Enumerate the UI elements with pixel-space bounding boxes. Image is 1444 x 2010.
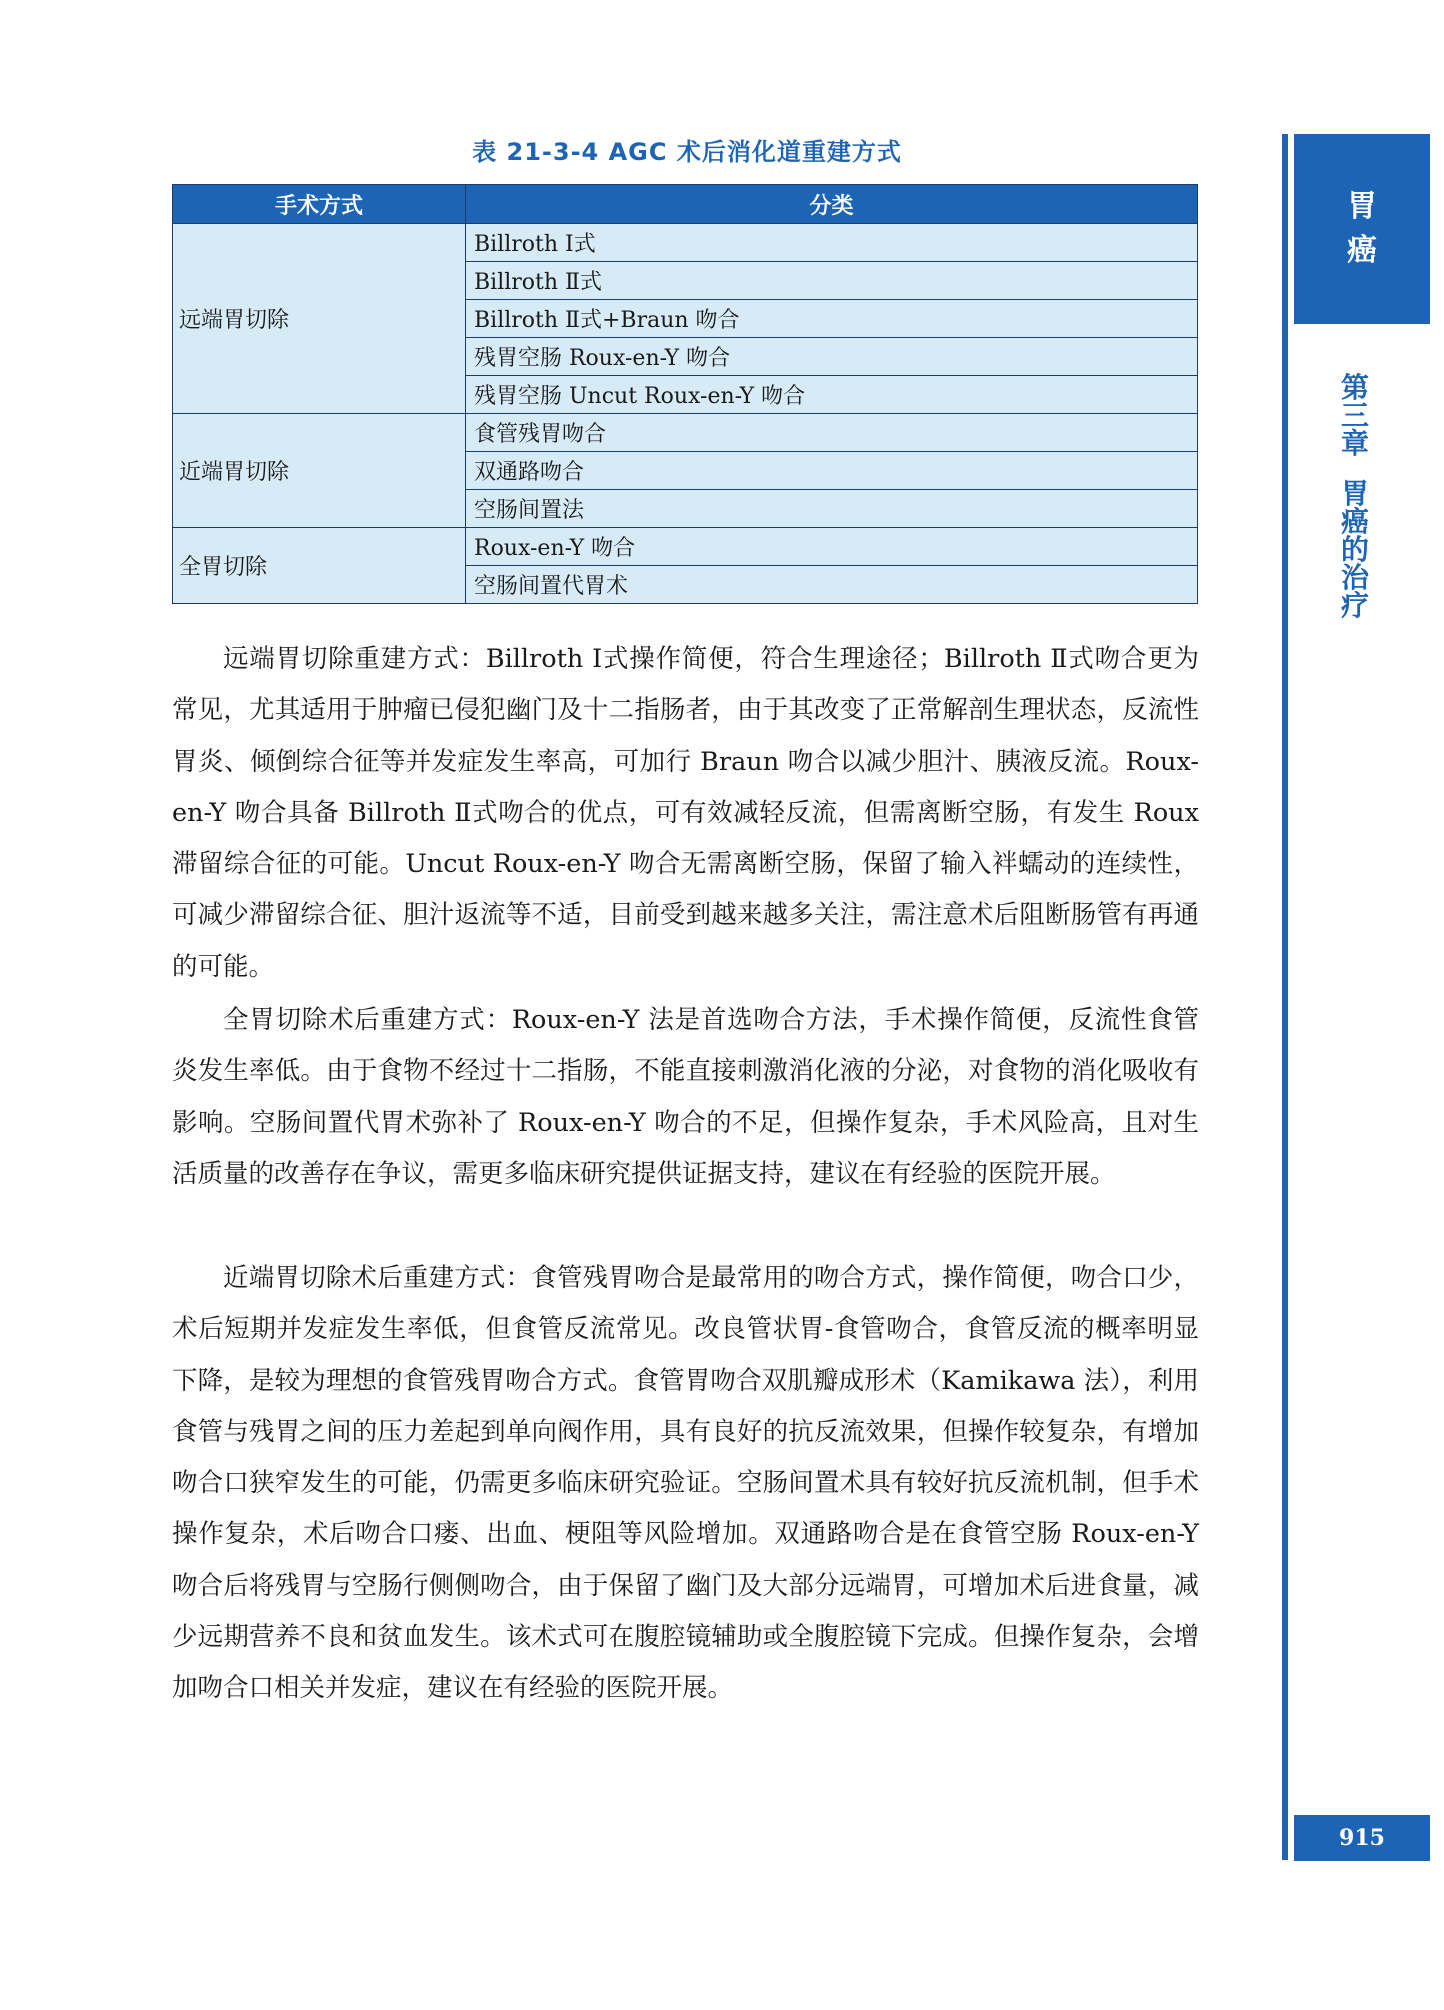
table-cell: 双通路吻合 — [466, 452, 1198, 490]
table-cell: Billroth Ⅰ式 — [466, 224, 1198, 262]
section-tab-char: 癌 — [1347, 233, 1377, 268]
table-caption: 表 21-3-4 AGC 术后消化道重建方式 — [472, 138, 902, 166]
section-tab-char: 胃 — [1347, 189, 1377, 224]
reconstruction-table — [172, 184, 1198, 604]
table-cell: Billroth Ⅱ式 — [466, 262, 1198, 300]
page-number: 915 — [1294, 1815, 1430, 1861]
table-cell: Billroth Ⅱ式+Braun 吻合 — [466, 300, 1198, 338]
table-cell: Roux-en-Y 吻合 — [466, 528, 1198, 566]
chapter-char: 章 — [1340, 427, 1369, 460]
table-cell: 空肠间置法 — [466, 490, 1198, 528]
chapter-title-char: 癌 — [1340, 505, 1369, 538]
table-row — [173, 414, 1198, 452]
table-cell: 空肠间置代胃术 — [466, 566, 1198, 604]
chapter-title-char: 胃 — [1340, 477, 1369, 510]
chapter-label — [1330, 371, 1380, 622]
chapter-char: 三 — [1340, 399, 1369, 432]
table-row — [173, 224, 1198, 262]
group-total-gastrectomy: 全胃切除 — [173, 528, 466, 604]
table-cell: 食管残胃吻合 — [466, 414, 1198, 452]
sidebar-rule — [1282, 134, 1288, 1860]
body-paragraph-total: 全胃切除术后重建方式：Roux-en-Y 法是首选吻合方法，手术操作简便，反流性食管炎发生率低。由于食物不经过十二指肠，不能直接刺激消化液的分泌，对食物的消化吸收有影响。空肠间置代胃术弥补了 Roux-en-Y 吻合的不足，但操作复杂，手术风险高，且对生活质量的改善存在争议，需更多临床研究提供证据支持，建议在有经验的医院开展。 — [172, 1005, 1199, 1189]
table-cell: 残胃空肠 Roux-en-Y 吻合 — [466, 338, 1198, 376]
group-proximal-gastrectomy: 近端胃切除 — [173, 414, 466, 528]
body-paragraph-proximal: 近端胃切除术后重建方式：食管残胃吻合是最常用的吻合方式，操作简便，吻合口少，术后短期并发症发生率低，但食管反流常见。改良管状胃-食管吻合，食管反流的概率明显下降，是较为理想的食管残胃吻合方式。食管胃吻合双肌瓣成形术（Kamikawa 法），利用食管与残胃之间的压力差起到单向阀作用，具有良好的抗反流效果，但操作较复杂，有增加吻合口狭窄发生的可能，仍需更多临床研究验证。空肠间置术具有较好抗反流机制，但手术操作复杂，术后吻合口瘘、出血、梗阻等风险增加。双通路吻合是在食管空肠 Roux-en-Y 吻合后将残胃与空肠行侧侧吻合，由于保留了幽门及大部分远端胃，可增加术后进食量，减少远期营养不良和贫血发生。该术式可在腹腔镜辅助或全腹腔镜下完成。但操作复杂，会增加吻合口相关并发症，建议在有经验的医院开展。 — [172, 1263, 1199, 1704]
group-distal-gastrectomy: 远端胃切除 — [173, 224, 466, 414]
table-row — [173, 528, 1198, 566]
table-cell: 残胃空肠 Uncut Roux-en-Y 吻合 — [466, 376, 1198, 414]
section-tab — [1294, 134, 1430, 324]
chapter-char: 第 — [1340, 371, 1369, 404]
header-category: 分类 — [466, 185, 1198, 224]
chapter-title-char: 治 — [1340, 561, 1369, 594]
header-surgery-type: 手术方式 — [173, 185, 466, 224]
body-paragraph-distal: 远端胃切除重建方式：Billroth Ⅰ式操作简便，符合生理途径；Billroth Ⅱ式吻合更为常见，尤其适用于肿瘤已侵犯幽门及十二指肠者，由于其改变了正常解剖生理状态，反流性胃炎、倾倒综合征等并发症发生率高，可加行 Braun 吻合以减少胆汁、胰液反流。Roux-en-Y 吻合具备 Billroth Ⅱ式吻合的优点，可有效减轻反流，但需离断空肠，有发生 Roux 滞留综合征的可能。Uncut Roux-en-Y 吻合无需离断空肠，保留了输入袢蠕动的连续性，可减少滞留综合征、胆汁返流等不适，目前受到越来越多关注，需注意术后阻断肠管有再通的可能。 — [172, 644, 1199, 982]
table-header-row — [173, 185, 1198, 224]
chapter-title-char: 的 — [1340, 533, 1369, 566]
chapter-title-char: 疗 — [1340, 589, 1369, 622]
